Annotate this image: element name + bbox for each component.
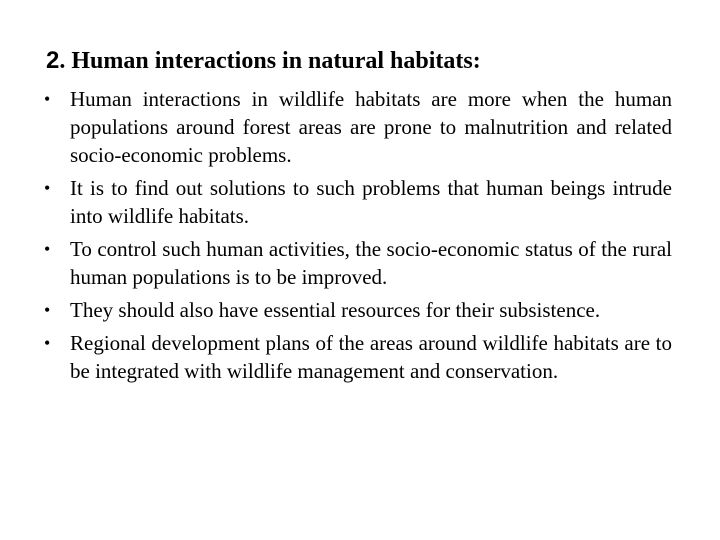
slide-title-text: . Human interactions in natural habitats: xyxy=(59,48,481,74)
bullet-item xyxy=(44,329,672,385)
bullet-item xyxy=(44,235,672,291)
bullet-text: Human interactions in wildlife habitats are more when the human populations around forest areas are prone to malnutrition and related socio-economic problems. xyxy=(70,87,672,167)
bullet-dot: • xyxy=(44,89,51,109)
slide-title-number: 2 xyxy=(46,47,60,74)
bullet-text: Regional development plans of the areas around wildlife habitats are to be integrated with wildlife management and conservation. xyxy=(70,331,672,383)
bullet-list xyxy=(44,85,672,390)
bullet-text: They should also have essential resources for their subsistence. xyxy=(70,298,601,322)
bullet-item xyxy=(44,296,672,324)
slide-title xyxy=(46,46,481,76)
bullet-dot: • xyxy=(44,178,51,198)
bullet-text: To control such human activities, the socio-economic status of the rural human populations is to be improved. xyxy=(70,237,672,289)
bullet-dot: • xyxy=(44,239,51,259)
bullet-text: It is to find out solutions to such problems that human beings intrude into wildlife habitats. xyxy=(70,176,672,228)
bullet-item xyxy=(44,85,672,169)
bullet-dot: • xyxy=(44,300,51,320)
bullet-dot: • xyxy=(44,333,51,353)
bullet-item xyxy=(44,174,672,230)
